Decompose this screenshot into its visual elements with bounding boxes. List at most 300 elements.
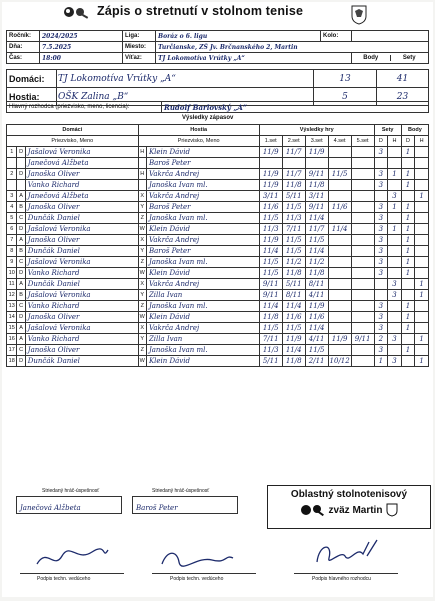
set-3-score: 2/11 bbox=[305, 356, 328, 367]
liga-label: Liga: bbox=[123, 31, 156, 42]
match-number bbox=[7, 180, 17, 191]
set-5-score: 9/11 bbox=[351, 334, 374, 345]
col-body-h: H bbox=[415, 136, 429, 147]
hostia-player: Baroš Peter bbox=[146, 202, 259, 213]
body-domaci bbox=[401, 191, 415, 202]
domaci-letter: C bbox=[17, 301, 25, 312]
domaci-letter: D bbox=[17, 356, 25, 367]
set-3-score: 11/6 bbox=[305, 312, 328, 323]
set-4-score bbox=[328, 213, 351, 224]
col-set-3: 3.set bbox=[305, 136, 328, 147]
set-4-score: 11/5 bbox=[328, 169, 351, 180]
domaci-letter: D bbox=[17, 169, 25, 180]
striedany-d: Janečová Alžbeta bbox=[20, 504, 81, 512]
domaci-letter: D bbox=[17, 147, 25, 158]
match-row bbox=[7, 290, 429, 301]
match-number: 3 bbox=[7, 191, 17, 202]
match-number: 2 bbox=[7, 169, 17, 180]
sety-domaci: 3 bbox=[374, 345, 388, 356]
col-set-4: 4.set bbox=[328, 136, 351, 147]
set-3-score: 11/4 bbox=[305, 246, 328, 257]
match-number: 6 bbox=[7, 224, 17, 235]
sety-hostia: 1 bbox=[388, 224, 402, 235]
body-hostia bbox=[415, 345, 429, 356]
match-row bbox=[7, 345, 429, 356]
set-2-score: 8/11 bbox=[282, 290, 305, 301]
body-hostia: 1 bbox=[415, 356, 429, 367]
vysledky-label: Výsledky zápasov bbox=[182, 115, 234, 121]
domaci-player: Janoška Oliver bbox=[25, 169, 138, 180]
domaci-letter: C bbox=[17, 213, 25, 224]
body-domaci: 1 bbox=[401, 224, 415, 235]
hostia-sety: 23 bbox=[377, 88, 429, 106]
domaci-letter: B bbox=[17, 290, 25, 301]
domaci-player: Dunčák Daniel bbox=[25, 356, 138, 367]
set-1-score: 11/4 bbox=[259, 301, 282, 312]
set-5-score bbox=[351, 235, 374, 246]
domaci-letter: A bbox=[17, 334, 25, 345]
body-hostia bbox=[415, 235, 429, 246]
set-5-score bbox=[351, 356, 374, 367]
domaci-player: Vanko Richard bbox=[25, 301, 138, 312]
set-4-score bbox=[328, 268, 351, 279]
sety-domaci: 3 bbox=[374, 268, 388, 279]
domaci-player: Jašalová Veronika bbox=[25, 257, 138, 268]
set-2-score: 11/8 bbox=[282, 356, 305, 367]
sety-domaci: 3 bbox=[374, 169, 388, 180]
set-1-score: 11/5 bbox=[259, 257, 282, 268]
hostia-player: Zilla Ivan bbox=[146, 334, 259, 345]
match-number: 14 bbox=[7, 312, 17, 323]
set-3-score: 4/11 bbox=[305, 290, 328, 301]
set-4-score bbox=[328, 246, 351, 257]
set-4-score bbox=[328, 191, 351, 202]
cas-value: 18:00 bbox=[40, 53, 123, 64]
striedany-label-h: Striedaný hráč-úspešnosť bbox=[152, 488, 210, 494]
sety-domaci: 3 bbox=[374, 246, 388, 257]
sety-domaci: 3 bbox=[374, 147, 388, 158]
hostia-player: Klein Dávid bbox=[146, 147, 259, 158]
set-3-score: 11/8 bbox=[305, 180, 328, 191]
col-hostia-priezvisko: Priezvisko, Meno bbox=[138, 136, 259, 147]
set-1-score: 11/8 bbox=[259, 312, 282, 323]
striedany-h: Baroš Peter bbox=[136, 504, 178, 512]
hostia-letter: Y bbox=[138, 202, 146, 213]
body-hostia bbox=[415, 158, 429, 169]
body-domaci: 1 bbox=[401, 235, 415, 246]
sety-hostia bbox=[388, 213, 402, 224]
sety-hostia: 1 bbox=[388, 202, 402, 213]
body-hostia bbox=[415, 180, 429, 191]
set-2-score: 11/5 bbox=[282, 202, 305, 213]
body-hostia bbox=[415, 301, 429, 312]
podpis-label-3: Podpis hlavného rozhodcu bbox=[312, 576, 371, 582]
miesto-label: Miesto: bbox=[123, 42, 156, 53]
match-row bbox=[7, 246, 429, 257]
sety-domaci: 3 bbox=[374, 257, 388, 268]
set-3-score: 11/4 bbox=[305, 323, 328, 334]
sety-domaci: 2 bbox=[374, 334, 388, 345]
federation-logo-box bbox=[267, 485, 431, 529]
set-3-score bbox=[305, 158, 328, 169]
sety-hostia: 3 bbox=[388, 356, 402, 367]
set-2-score: 11/7 bbox=[282, 147, 305, 158]
set-1-score: 11/9 bbox=[259, 235, 282, 246]
body-label: Body bbox=[363, 55, 379, 61]
sety-hostia: 1 bbox=[388, 169, 402, 180]
signature-hostia-icon bbox=[157, 544, 237, 572]
cas-label: Čas: bbox=[7, 53, 40, 64]
set-5-score bbox=[351, 191, 374, 202]
domaci-player: Vanko Richard bbox=[25, 334, 138, 345]
domaci-letter: D bbox=[17, 224, 25, 235]
match-number: 17 bbox=[7, 345, 17, 356]
col-set-5: 5.set bbox=[351, 136, 374, 147]
match-row bbox=[7, 268, 429, 279]
domaci-player: Dunčák Daniel bbox=[25, 279, 138, 290]
domaci-letter: D bbox=[17, 268, 25, 279]
sety-domaci: 3 bbox=[374, 202, 388, 213]
sety-domaci: 1 bbox=[374, 356, 388, 367]
body-domaci: 1 bbox=[401, 257, 415, 268]
set-1-score: 5/11 bbox=[259, 356, 282, 367]
col-hostia: Hostia bbox=[138, 125, 259, 136]
hostia-player: Klein Dávid bbox=[146, 268, 259, 279]
sety-hostia bbox=[388, 323, 402, 334]
hostia-player: Baroš Peter bbox=[146, 246, 259, 257]
domaci-body: 13 bbox=[314, 70, 377, 88]
body-domaci: 1 bbox=[401, 246, 415, 257]
body-domaci bbox=[401, 334, 415, 345]
domaci-letter: A bbox=[17, 323, 25, 334]
set-4-score bbox=[328, 290, 351, 301]
set-5-score bbox=[351, 290, 374, 301]
set-5-score bbox=[351, 257, 374, 268]
domaci-player: Janečová Alžbeta bbox=[25, 158, 138, 169]
hostia-player: Vakrča Andrej bbox=[146, 191, 259, 202]
hostia-player: Zilla Ivan bbox=[146, 290, 259, 301]
match-row bbox=[7, 235, 429, 246]
match-row bbox=[7, 169, 429, 180]
hostia-letter: X bbox=[138, 279, 146, 290]
col-sety: Sety bbox=[374, 125, 401, 136]
set-4-score bbox=[328, 301, 351, 312]
set-1-score: 11/3 bbox=[259, 224, 282, 235]
set-3-score: 11/9 bbox=[305, 147, 328, 158]
set-4-score: 11/6 bbox=[328, 202, 351, 213]
body-domaci bbox=[401, 158, 415, 169]
set-2-score bbox=[282, 158, 305, 169]
sety-hostia bbox=[388, 268, 402, 279]
set-1-score: 11/6 bbox=[259, 202, 282, 213]
domaci-player: Jašalová Veronika bbox=[25, 224, 138, 235]
signature-line-1 bbox=[20, 573, 124, 574]
signature-line-2 bbox=[152, 573, 256, 574]
hostia-letter: H bbox=[138, 169, 146, 180]
set-1-score: 11/9 bbox=[259, 180, 282, 191]
set-4-score bbox=[328, 345, 351, 356]
sety-domaci bbox=[374, 191, 388, 202]
body-domaci: 1 bbox=[401, 147, 415, 158]
rozhodca-label: Hlavný rozhodca (priezvisko, meno, licencia): bbox=[7, 102, 162, 113]
hostia-player: Janoška Ivan ml. bbox=[146, 213, 259, 224]
body-domaci: 1 bbox=[401, 202, 415, 213]
match-row bbox=[7, 191, 429, 202]
domaci-player: Vanko Richard bbox=[25, 180, 138, 191]
hostia-player: Vakrča Andrej bbox=[146, 235, 259, 246]
domaci-player: Janoška Oliver bbox=[25, 235, 138, 246]
hostia-player: Vakrča Andrej bbox=[146, 279, 259, 290]
set-1-score: 3/11 bbox=[259, 191, 282, 202]
set-3-score: 11/4 bbox=[305, 213, 328, 224]
domaci-letter: A bbox=[17, 235, 25, 246]
sety-hostia: 3 bbox=[388, 334, 402, 345]
vitaz-label: Víťaz: bbox=[123, 53, 156, 64]
set-3-score: 3/11 bbox=[305, 191, 328, 202]
hostia-letter: X bbox=[138, 191, 146, 202]
set-2-score: 11/4 bbox=[282, 345, 305, 356]
match-number: 7 bbox=[7, 235, 17, 246]
match-row bbox=[7, 312, 429, 323]
kolo-value bbox=[352, 31, 429, 42]
set-1-score: 11/5 bbox=[259, 268, 282, 279]
table-tennis-logo-icon bbox=[62, 5, 90, 19]
col-vysledky: Výsledky hry bbox=[259, 125, 374, 136]
hostia-letter: W bbox=[138, 224, 146, 235]
domaci-player: Dunčák Daniel bbox=[25, 213, 138, 224]
sety-hostia: 3 bbox=[388, 191, 402, 202]
set-3-score: 11/7 bbox=[305, 224, 328, 235]
set-1-score bbox=[259, 158, 282, 169]
domaci-letter: A bbox=[17, 191, 25, 202]
sety-hostia bbox=[388, 312, 402, 323]
set-1-score: 7/11 bbox=[259, 334, 282, 345]
sety-hostia bbox=[388, 180, 402, 191]
match-number: 8 bbox=[7, 246, 17, 257]
set-2-score: 11/8 bbox=[282, 180, 305, 191]
set-1-score: 9/11 bbox=[259, 279, 282, 290]
domaci-letter: C bbox=[17, 257, 25, 268]
body-hostia bbox=[415, 246, 429, 257]
set-2-score: 11/8 bbox=[282, 268, 305, 279]
set-3-score: 11/5 bbox=[305, 345, 328, 356]
domaci-label: Domáci: bbox=[7, 70, 57, 88]
set-5-score bbox=[351, 202, 374, 213]
domaci-letter bbox=[17, 158, 25, 169]
den-value: 7.5.2025 bbox=[40, 42, 123, 53]
hostia-player: Janoška Ivan ml. bbox=[146, 301, 259, 312]
set-2-score: 11/7 bbox=[282, 169, 305, 180]
striedany-box-d bbox=[16, 496, 122, 514]
hostia-player: Vakrča Andrej bbox=[146, 323, 259, 334]
sety-hostia bbox=[388, 158, 402, 169]
set-5-score bbox=[351, 158, 374, 169]
set-2-score: 5/11 bbox=[282, 191, 305, 202]
rozhodca-table bbox=[6, 101, 429, 113]
match-row bbox=[7, 356, 429, 367]
domaci-player: Janoška Oliver bbox=[25, 202, 138, 213]
set-4-score: 10/12 bbox=[329, 357, 350, 365]
body-domaci bbox=[401, 290, 415, 301]
set-5-score bbox=[351, 180, 374, 191]
set-1-score: 11/9 bbox=[259, 147, 282, 158]
set-5-score bbox=[351, 345, 374, 356]
set-1-score: 11/5 bbox=[259, 323, 282, 334]
body-domaci: 1 bbox=[401, 301, 415, 312]
domaci-player: Vanko Richard bbox=[25, 268, 138, 279]
set-1-score: 11/3 bbox=[259, 345, 282, 356]
logo-line2: zväz Martin bbox=[328, 504, 383, 516]
set-5-score bbox=[351, 169, 374, 180]
hostia-letter: X bbox=[138, 323, 146, 334]
body-hostia bbox=[415, 213, 429, 224]
match-number: 11 bbox=[7, 279, 17, 290]
match-row bbox=[7, 147, 429, 158]
body-domaci: 1 bbox=[401, 345, 415, 356]
rozhodca-value: Rudolf Barlovský „A“ bbox=[162, 102, 429, 113]
match-row bbox=[7, 334, 429, 345]
set-5-score bbox=[351, 246, 374, 257]
coat-of-arms-icon bbox=[351, 5, 367, 25]
set-4-score bbox=[328, 235, 351, 246]
body-domaci bbox=[401, 279, 415, 290]
body-hostia bbox=[415, 323, 429, 334]
body-hostia: 1 bbox=[415, 334, 429, 345]
set-5-score bbox=[351, 268, 374, 279]
set-5-score bbox=[351, 312, 374, 323]
set-3-score: 9/11 bbox=[305, 202, 328, 213]
col-sety-h: H bbox=[388, 136, 402, 147]
set-4-score bbox=[328, 323, 351, 334]
col-body-d: D bbox=[401, 136, 415, 147]
set-5-score bbox=[351, 224, 374, 235]
sety-domaci bbox=[374, 158, 388, 169]
sety-hostia: 3 bbox=[388, 290, 402, 301]
domaci-sety: 41 bbox=[377, 70, 429, 88]
set-1-score: 11/5 bbox=[259, 213, 282, 224]
col-set-1: 1.set bbox=[259, 136, 282, 147]
body-hostia: 1 bbox=[415, 191, 429, 202]
sety-domaci: 3 bbox=[374, 235, 388, 246]
hostia-team: OŠK Zalina „B“ bbox=[57, 88, 314, 106]
body-domaci bbox=[401, 356, 415, 367]
set-1-score: 9/11 bbox=[259, 290, 282, 301]
hostia-letter: Z bbox=[138, 345, 146, 356]
domaci-letter: A bbox=[17, 279, 25, 290]
sety-hostia: 3 bbox=[388, 279, 402, 290]
body-domaci: 1 bbox=[401, 213, 415, 224]
domaci-player: Jašalová Veronika bbox=[25, 323, 138, 334]
hostia-player: Baroš Peter bbox=[146, 158, 259, 169]
hostia-letter: Z bbox=[138, 213, 146, 224]
sety-domaci: 3 bbox=[374, 312, 388, 323]
sety-domaci: 3 bbox=[374, 301, 388, 312]
domaci-letter: B bbox=[17, 202, 25, 213]
domaci-player: Janečová Alžbeta bbox=[25, 191, 138, 202]
domaci-letter: C bbox=[17, 345, 25, 356]
set-2-score: 7/11 bbox=[282, 224, 305, 235]
domaci-letter: D bbox=[17, 312, 25, 323]
match-row bbox=[7, 257, 429, 268]
hostia-player: Klein Dávid bbox=[146, 312, 259, 323]
set-5-score bbox=[351, 279, 374, 290]
striedany-label-d: Striedaný hráč-úspešnosť bbox=[42, 488, 100, 494]
body-domaci: 1 bbox=[401, 180, 415, 191]
sety-domaci: 3 bbox=[374, 224, 388, 235]
body-hostia bbox=[415, 147, 429, 158]
match-row bbox=[7, 213, 429, 224]
sety-domaci bbox=[374, 290, 388, 301]
set-3-score: 11/5 bbox=[305, 235, 328, 246]
body-hostia bbox=[415, 257, 429, 268]
hostia-letter: W bbox=[138, 312, 146, 323]
match-row bbox=[7, 202, 429, 213]
body-hostia bbox=[415, 312, 429, 323]
miesto-value: Turčianske, ZŠ Jv. Brčnanského 2, Martin bbox=[156, 42, 429, 53]
matches-table bbox=[6, 124, 429, 367]
match-row bbox=[7, 158, 429, 169]
match-number: 16 bbox=[7, 334, 17, 345]
liga-value: Boráz o 6. ligu bbox=[156, 31, 321, 42]
match-number: 5 bbox=[7, 213, 17, 224]
col-body: Body bbox=[401, 125, 428, 136]
domaci-letter bbox=[17, 180, 25, 191]
domaci-player: Janoška Oliver bbox=[25, 345, 138, 356]
sety-hostia bbox=[388, 345, 402, 356]
kolo-label: Kolo: bbox=[321, 31, 352, 42]
sety-hostia bbox=[388, 235, 402, 246]
sety-hostia bbox=[388, 246, 402, 257]
set-4-score bbox=[328, 279, 351, 290]
hostia-letter bbox=[138, 158, 146, 169]
set-1-score: 11/9 bbox=[259, 169, 282, 180]
hostia-player: Vakrča Andrej bbox=[146, 169, 259, 180]
hostia-letter: W bbox=[138, 356, 146, 367]
domaci-player: Dunčák Daniel bbox=[25, 246, 138, 257]
set-4-score bbox=[328, 312, 351, 323]
domaci-player: Jašalová Veronika bbox=[25, 147, 138, 158]
domaci-player: Jašalová Veronika bbox=[25, 290, 138, 301]
body-domaci: 1 bbox=[401, 312, 415, 323]
hostia-letter: W bbox=[138, 268, 146, 279]
body-domaci: 1 bbox=[401, 169, 415, 180]
set-4-score bbox=[328, 180, 351, 191]
vitaz-value: TJ Lokomotíva Vrútky „A“ bbox=[156, 53, 352, 64]
hostia-letter: H bbox=[138, 147, 146, 158]
rocnik-label: Ročník: bbox=[7, 31, 40, 42]
match-number: 1 bbox=[7, 147, 17, 158]
signature-domaci-icon bbox=[32, 542, 112, 572]
hostia-letter bbox=[138, 180, 146, 191]
body-domaci: 1 bbox=[401, 268, 415, 279]
match-row bbox=[7, 323, 429, 334]
set-2-score: 11/3 bbox=[282, 213, 305, 224]
domaci-letter: B bbox=[17, 246, 25, 257]
page-title: Zápis o stretnutí v stolnom tenise bbox=[97, 4, 304, 18]
sety-domaci: 3 bbox=[374, 180, 388, 191]
body-hostia bbox=[415, 169, 429, 180]
ping-pong-logo-icon bbox=[300, 503, 326, 517]
sety-hostia bbox=[388, 257, 402, 268]
set-3-score: 11/9 bbox=[305, 301, 328, 312]
logo-emblem-icon bbox=[386, 503, 398, 517]
match-number: 13 bbox=[7, 301, 17, 312]
set-4-score: 11/9 bbox=[328, 334, 351, 345]
col-sety-d: D bbox=[374, 136, 388, 147]
hostia-letter: Y bbox=[138, 334, 146, 345]
set-4-score: 11/4 bbox=[328, 224, 351, 235]
podpis-label-2: Podpis techn. vedúceho bbox=[170, 576, 224, 582]
